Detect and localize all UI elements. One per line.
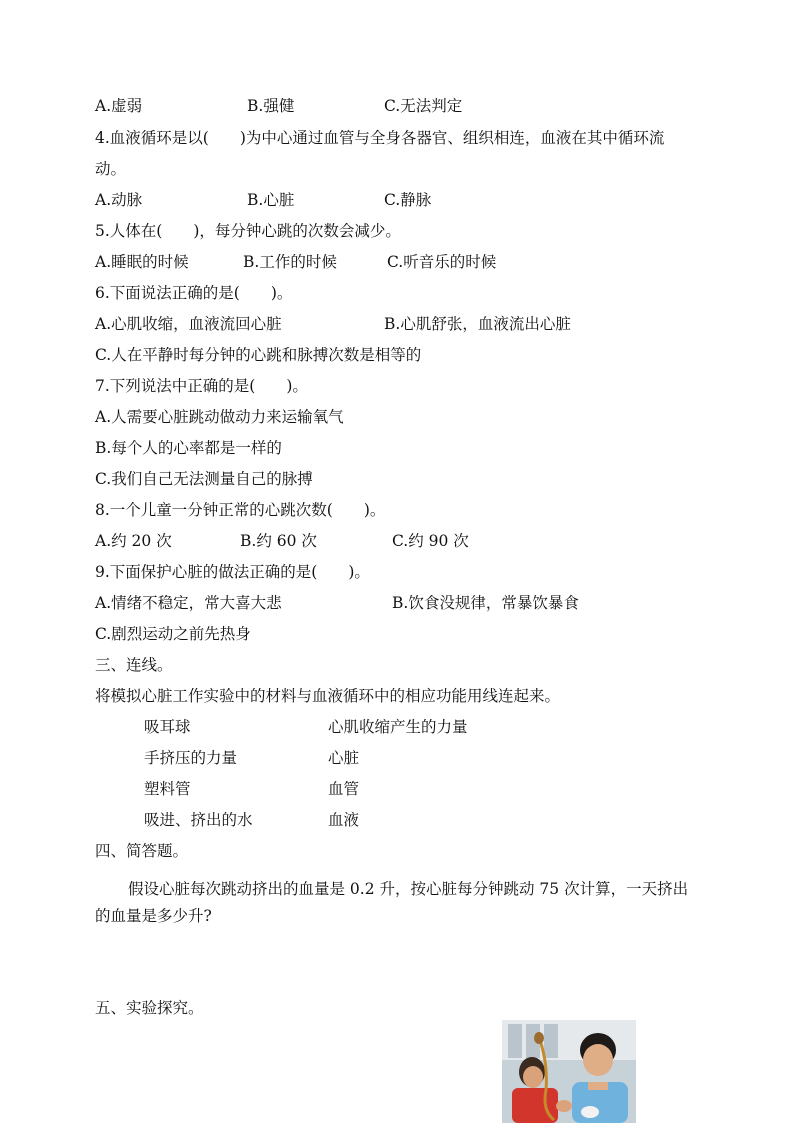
match-left-item: 手挤压的力量: [144, 749, 238, 767]
q8-stem: 8.一个儿童一分钟正常的心跳次数( )。: [95, 501, 386, 519]
experiment-photo: [502, 1020, 636, 1123]
match-left-item: 吸耳球: [144, 718, 191, 736]
q5-option-a: A.睡眠的时候: [95, 253, 189, 271]
section4-question-line2: 的血量是多少升?: [95, 907, 212, 925]
section4-question-line1: 假设心脏每次跳动挤出的血量是 0.2 升，按心脏每分钟跳动 75 次计算，一天挤出: [128, 880, 689, 898]
q3-option-b: B.强健: [247, 97, 295, 115]
match-right-item: 血管: [328, 780, 360, 798]
q4-option-a: A.动脉: [95, 191, 143, 209]
q6-option-b: B.心肌舒张，血液流出心脏: [384, 315, 571, 333]
q3-option-c: C.无法判定: [384, 97, 463, 115]
q3-option-a: A.虚弱: [95, 97, 143, 115]
q7-option-c: C.我们自己无法测量自己的脉搏: [95, 470, 313, 488]
q5-option-b: B.工作的时候: [243, 253, 337, 271]
q5-stem: 5.人体在( )，每分钟心跳的次数会减少。: [95, 222, 401, 240]
q7-option-b: B.每个人的心率都是一样的: [95, 439, 282, 457]
q4-stem-line2: 动。: [95, 160, 127, 178]
match-left-item: 塑料管: [144, 780, 191, 798]
q4-stem-line1: 4.血液循环是以( )为中心通过血管与全身各器官、组织相连，血液在其中循环流: [95, 129, 665, 147]
q7-stem: 7.下列说法中正确的是( )。: [95, 377, 308, 395]
q8-option-c: C.约 90 次: [392, 532, 469, 550]
match-right-item: 心脏: [328, 749, 360, 767]
match-left-item: 吸进、挤出的水: [144, 811, 253, 829]
q9-option-b: B.饮食没规律，常暴饮暴食: [392, 594, 579, 612]
q9-option-c: C.剧烈运动之前先热身: [95, 625, 251, 643]
section3-title: 三、连线。: [95, 656, 173, 674]
q9-stem: 9.下面保护心脏的做法正确的是( )。: [95, 563, 370, 581]
q4-option-b: B.心脏: [247, 191, 295, 209]
q4-option-c: C.静脉: [384, 191, 432, 209]
q7-option-a: A.人需要心脏跳动做动力来运输氧气: [95, 408, 344, 426]
q6-option-a: A.心肌收缩，血液流回心脏: [95, 315, 282, 333]
q6-stem: 6.下面说法正确的是( )。: [95, 284, 293, 302]
section3-instruction: 将模拟心脏工作实验中的材料与血液循环中的相应功能用线连起来。: [95, 687, 561, 705]
q8-option-b: B.约 60 次: [240, 532, 317, 550]
q6-option-c: C.人在平静时每分钟的心跳和脉搏次数是相等的: [95, 346, 422, 364]
q9-option-a: A.情绪不稳定，常大喜大悲: [95, 594, 282, 612]
q8-option-a: A.约 20 次: [95, 532, 172, 550]
match-right-item: 心肌收缩产生的力量: [328, 718, 468, 736]
section5-title: 五、实验探究。: [95, 999, 204, 1017]
q5-option-c: C.听音乐的时候: [387, 253, 497, 271]
section4-title: 四、简答题。: [95, 842, 189, 860]
match-right-item: 血液: [328, 811, 360, 829]
